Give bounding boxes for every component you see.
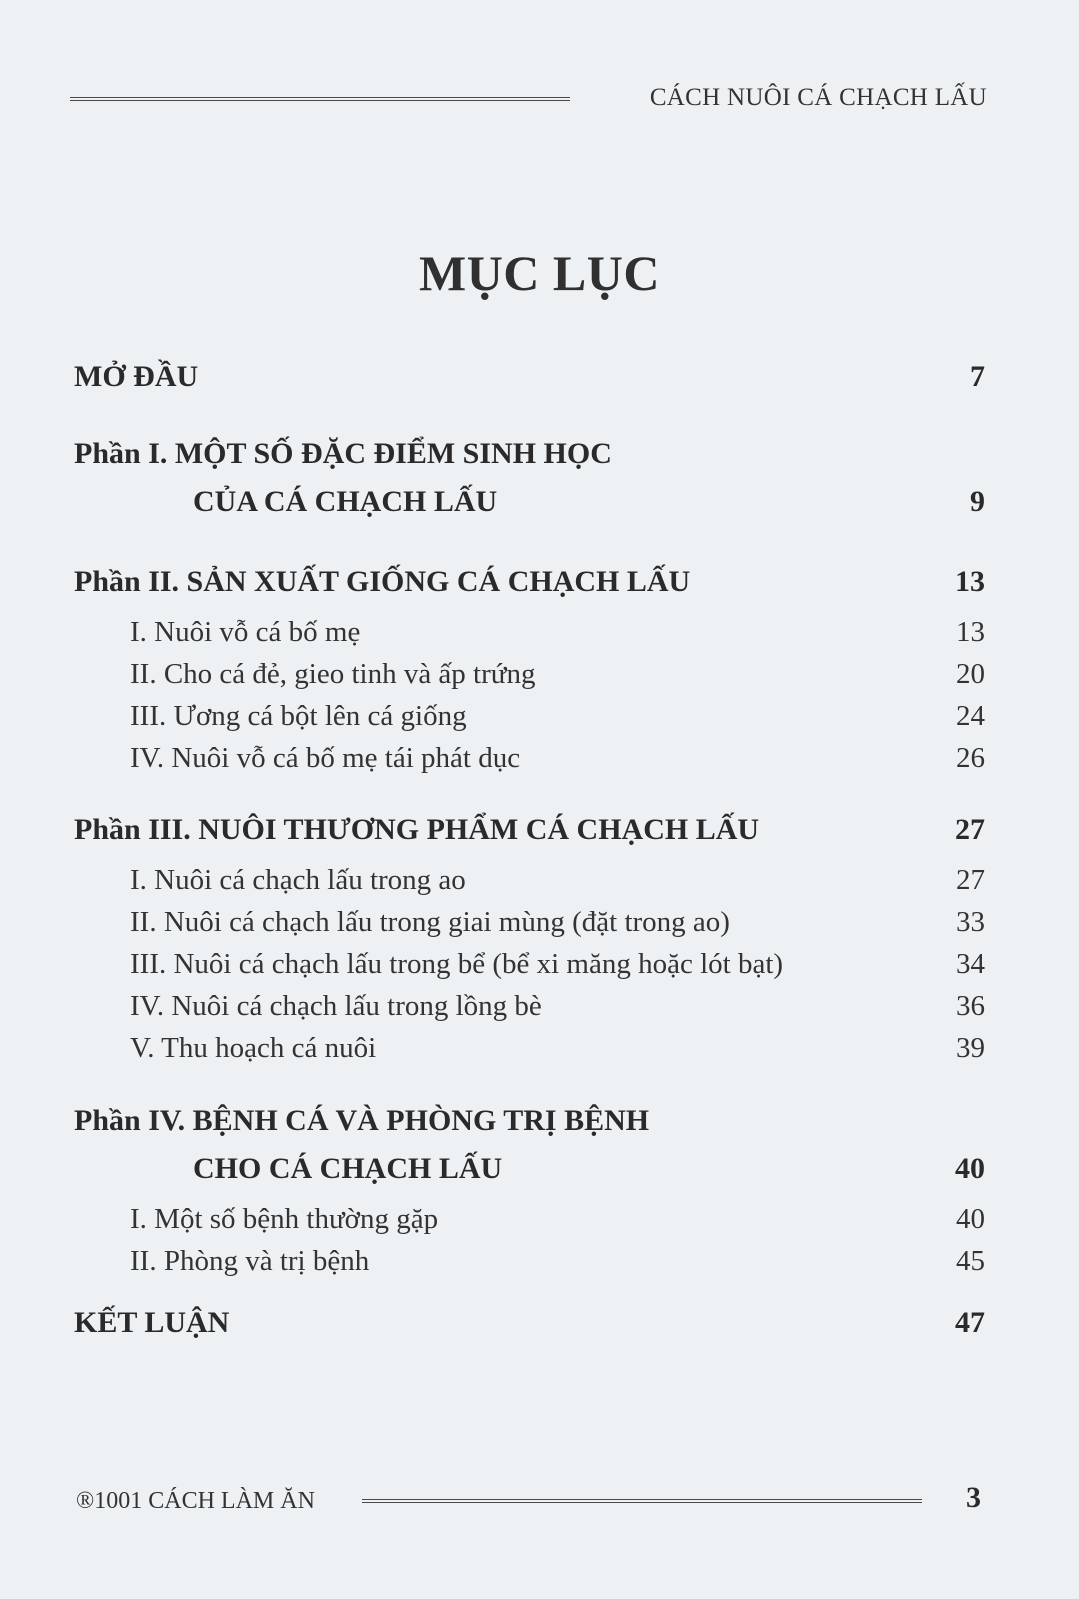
toc-label: Phần III. NUÔI THƯƠNG PHẨM CÁ CHẠCH LẤU xyxy=(74,813,760,846)
toc-label: II. Phòng và trị bệnh xyxy=(130,1245,370,1277)
toc-label: Phần II. SẢN XUẤT GIỐNG CÁ CHẠCH LẤU xyxy=(74,565,691,598)
toc-label: III. Nuôi cá chạch lấu trong bể (bể xi măng hoặc lót bạt) xyxy=(130,948,784,980)
footer-page-number: 3 xyxy=(966,1481,981,1514)
toc-page-number: 40 xyxy=(955,1152,985,1185)
toc-subentry[interactable] xyxy=(0,864,1079,904)
toc-label: CỦA CÁ CHẠCH LẤU xyxy=(193,485,498,518)
toc-subentry[interactable] xyxy=(0,1032,1079,1072)
page-title: MỤC LỤC xyxy=(419,245,660,301)
toc-subentry[interactable] xyxy=(0,700,1079,740)
toc-label: V. Thu hoạch cá nuôi xyxy=(130,1032,377,1064)
toc-label: IV. Nuôi cá chạch lấu trong lồng bè xyxy=(130,990,542,1022)
toc-page-number: 34 xyxy=(956,948,985,980)
toc-label: KẾT LUẬN xyxy=(74,1306,230,1339)
toc-page-number: 20 xyxy=(956,658,985,690)
toc-page-number: 45 xyxy=(956,1245,985,1277)
toc-label: II. Cho cá đẻ, gieo tinh và ấp trứng xyxy=(130,658,536,690)
toc-label: III. Ương cá bột lên cá giống xyxy=(130,700,467,732)
toc-subentry[interactable] xyxy=(0,990,1079,1030)
toc-entry-ket-luan[interactable] xyxy=(0,1306,1079,1346)
toc-page-number: 7 xyxy=(970,360,985,393)
toc-label: Phần IV. BỆNH CÁ VÀ PHÒNG TRỊ BỆNH xyxy=(74,1104,650,1137)
toc-entry-mo-dau[interactable] xyxy=(0,360,1079,400)
toc-subentry[interactable] xyxy=(0,1203,1079,1243)
toc-subentry[interactable] xyxy=(0,948,1079,988)
toc-subentry[interactable] xyxy=(0,658,1079,698)
toc-label: I. Một số bệnh thường gặp xyxy=(130,1203,439,1235)
toc-label: I. Nuôi cá chạch lấu trong ao xyxy=(130,864,466,896)
toc-entry-part1-continued[interactable] xyxy=(0,485,1079,525)
toc-label: Phần I. MỘT SỐ ĐẶC ĐIỂM SINH HỌC xyxy=(74,437,612,470)
toc-page-number: 26 xyxy=(956,742,985,774)
toc-page-number: 9 xyxy=(970,485,985,518)
toc-page-number: 40 xyxy=(956,1203,985,1235)
toc-label: MỞ ĐẦU xyxy=(74,360,199,393)
toc-subentry[interactable] xyxy=(0,906,1079,946)
toc-entry-part4[interactable] xyxy=(0,1104,1079,1144)
footer-series: ®1001 CÁCH LÀM ĂN xyxy=(76,1488,315,1514)
toc-page-number: 13 xyxy=(955,565,985,598)
running-title: CÁCH NUÔI CÁ CHẠCH LẤU xyxy=(649,84,987,111)
toc-subentry[interactable] xyxy=(0,616,1079,656)
toc-subentry[interactable] xyxy=(0,742,1079,782)
toc-entry-part2[interactable] xyxy=(0,565,1079,605)
toc-label: II. Nuôi cá chạch lấu trong giai mùng (đặt trong ao) xyxy=(130,906,730,938)
toc-entry-part4-continued[interactable] xyxy=(0,1152,1079,1192)
toc-page-number: 33 xyxy=(956,906,985,938)
toc-label: CHO CÁ CHẠCH LẤU xyxy=(193,1152,503,1185)
footer-rule xyxy=(362,1499,922,1503)
toc-page-number: 36 xyxy=(956,990,985,1022)
toc-page-number: 27 xyxy=(956,864,985,896)
toc-page-number: 39 xyxy=(956,1032,985,1064)
toc-page-number: 47 xyxy=(955,1306,985,1339)
toc-page-number: 13 xyxy=(956,616,985,648)
toc-subentry[interactable] xyxy=(0,1245,1079,1285)
toc-label: IV. Nuôi vỗ cá bố mẹ tái phát dục xyxy=(130,742,521,774)
toc-label: I. Nuôi vỗ cá bố mẹ xyxy=(130,616,361,648)
toc-entry-part1[interactable] xyxy=(0,437,1079,477)
toc-page-number: 24 xyxy=(956,700,985,732)
toc-page-number: 27 xyxy=(955,813,985,846)
toc-entry-part3[interactable] xyxy=(0,813,1079,853)
